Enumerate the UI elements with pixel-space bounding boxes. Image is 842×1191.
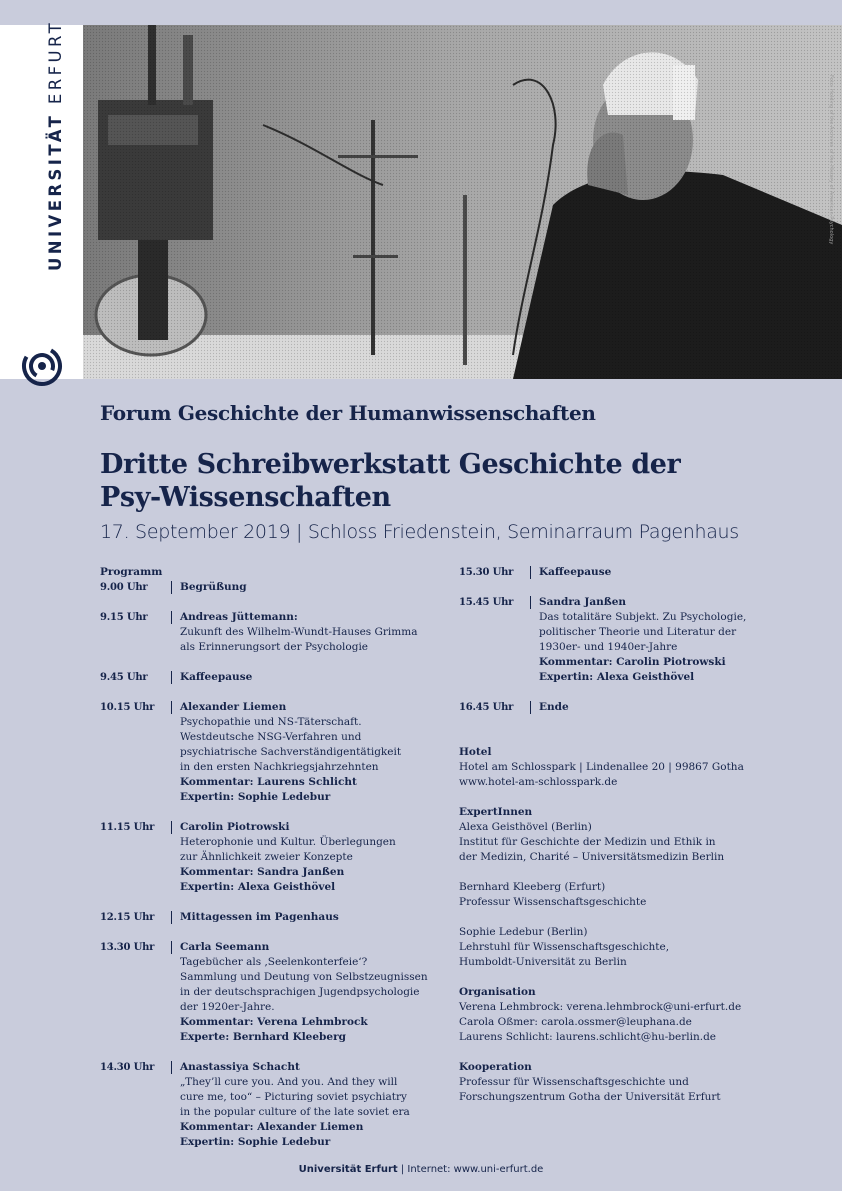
program-title: Ende <box>539 701 569 713</box>
hotel-section <box>459 745 744 790</box>
program-time: 16.45 Uhr <box>459 702 514 713</box>
program-divider <box>171 1061 172 1074</box>
title-line-2: Psy-Wissenschaften <box>100 482 391 513</box>
experts-label: ExpertInnen <box>459 806 533 818</box>
program-description-line: Westdeutsche NSG-Verfahren und <box>180 731 362 743</box>
program-comment-line: Expertin: Alexa Geisthövel <box>539 671 695 683</box>
experts-section <box>459 805 724 970</box>
programm-label: Programm <box>100 566 163 578</box>
program-content <box>180 700 401 805</box>
program-comment-line: Expertin: Sophie Ledebur <box>180 791 331 803</box>
organisation-line[interactable]: Laurens Schlicht: laurens.schlicht@hu-berlin.de <box>459 1031 716 1043</box>
program-description-line: 1930er- und 1940er-Jahre <box>539 641 678 653</box>
program-divider <box>530 596 531 609</box>
organisation-section <box>459 985 741 1045</box>
program-time: 13.30 Uhr <box>100 942 155 953</box>
program-comment-line: Kommentar: Sandra Janßen <box>180 866 345 878</box>
program-description-line: zur Ähnlichkeit zweier Konzepte <box>180 851 353 863</box>
date-location: 17. September 2019 | Schloss Friedenstein, Seminarraum Pagenhaus <box>100 521 739 543</box>
expert-line: Professur Wissenschaftsgeschichte <box>459 896 647 908</box>
university-logo-text <box>46 19 65 271</box>
program-comment-line: Expertin: Sophie Ledebur <box>180 1136 331 1148</box>
footer <box>0 1164 842 1175</box>
kooperation-line: Professur für Wissenschaftsgeschichte und <box>459 1076 689 1088</box>
program-content <box>539 565 611 580</box>
expert-line: Lehrstuhl für Wissenschaftsgeschichte, <box>459 941 670 953</box>
program-content <box>180 910 339 925</box>
photo-credit: Foto: Holding of the Archives of the History of American Psychology <box>828 75 834 245</box>
hotel-link[interactable]: www.hotel-am-schlosspark.de <box>459 776 618 788</box>
program-description-line: psychiatrische Sachverständigentätigkeit <box>180 746 402 758</box>
program-time: 9.45 Uhr <box>100 672 148 683</box>
program-time: 14.30 Uhr <box>100 1062 155 1073</box>
organisation-line[interactable]: Carola Oßmer: carola.ossmer@leuphana.de <box>459 1016 692 1028</box>
program-title: Carla Seemann <box>180 941 270 953</box>
kooperation-label: Kooperation <box>459 1061 532 1073</box>
organisation-line[interactable]: Verena Lehmbrock: verena.lehmbrock@uni-erfurt.de <box>459 1001 742 1013</box>
program-time: 10.15 Uhr <box>100 702 155 713</box>
program-title: Begrüßung <box>180 581 247 593</box>
program-title: Kaffeepause <box>539 566 612 578</box>
program-divider <box>171 581 172 594</box>
program-description-line: politischer Theorie und Literatur der <box>539 626 737 638</box>
historic-photo <box>83 25 842 379</box>
footer-university: Universität Erfurt <box>298 1164 398 1175</box>
photo-illustration <box>83 25 842 379</box>
program-content <box>180 1060 410 1150</box>
logo-name-bold: UNIVERSITÄT <box>46 112 65 271</box>
logo-band <box>0 19 83 379</box>
program-comment-line: Experte: Bernhard Kleeberg <box>180 1031 346 1043</box>
program-divider <box>171 821 172 834</box>
program-description-line: Das totalitäre Subjekt. Zu Psychologie, <box>539 611 747 623</box>
program-divider <box>530 566 531 579</box>
program-comment-line: Kommentar: Alexander Liemen <box>180 1121 364 1133</box>
page-title <box>100 448 780 514</box>
program-time: 9.15 Uhr <box>100 612 148 623</box>
program-divider <box>171 911 172 924</box>
program-time: 11.15 Uhr <box>100 822 155 833</box>
program-description-line: Psychopathie und NS-Täterschaft. <box>180 716 362 728</box>
program-title: Mittagessen im Pagenhaus <box>180 911 339 923</box>
program-comment-line: Kommentar: Carolin Piotrowski <box>539 656 726 668</box>
hotel-label: Hotel <box>459 746 492 758</box>
hotel-line: Hotel am Schlosspark | Lindenallee 20 | 99867 Gotha <box>459 761 744 773</box>
expert-line: Institut für Geschichte der Medizin und Ethik in <box>459 836 716 848</box>
program-content <box>180 820 396 895</box>
kooperation-section <box>459 1060 721 1105</box>
organisation-label: Organisation <box>459 986 536 998</box>
program-content <box>180 580 247 595</box>
program-description-line: Heterophonie und Kultur. Überlegungen <box>180 836 396 848</box>
logo-name-regular: ERFURT <box>46 19 65 105</box>
university-logo-icon <box>21 345 63 387</box>
program-content <box>180 670 252 685</box>
program-description-line: der 1920er-Jahre. <box>180 1001 275 1013</box>
title-line-1: Dritte Schreibwerkstatt Geschichte der <box>100 449 681 480</box>
program-comment-line: Expertin: Alexa Geisthövel <box>180 881 336 893</box>
program-description-line: Zukunft des Wilhelm-Wundt-Hauses Grimma <box>180 626 418 638</box>
program-comment-line: Kommentar: Verena Lehmbrock <box>180 1016 368 1028</box>
program-comment-line: Kommentar: Laurens Schlicht <box>180 776 357 788</box>
kooperation-line: Forschungszentrum Gotha der Universität Erfurt <box>459 1091 721 1103</box>
expert-line: Alexa Geisthövel (Berlin) <box>459 821 592 833</box>
program-description-line: „They’ll cure you. And you. And they will <box>180 1076 398 1088</box>
forum-heading: Forum Geschichte der Humanwissenschaften <box>100 401 596 425</box>
program-time: 12.15 Uhr <box>100 912 155 923</box>
program-content <box>539 700 569 715</box>
program-description-line: Sammlung und Deutung von Selbstzeugnissen <box>180 971 428 983</box>
program-title: Anastassiya Schacht <box>180 1061 300 1073</box>
expert-line: Bernhard Kleeberg (Erfurt) <box>459 881 606 893</box>
program-content <box>180 610 417 655</box>
program-content <box>180 940 428 1045</box>
program-content <box>539 595 746 685</box>
program-description-line: als Erinnerungsort der Psychologie <box>180 641 369 653</box>
program-description-line: Tagebücher als ‚Seelenkonterfeie‘? <box>180 956 368 968</box>
program-title: Sandra Janßen <box>539 596 627 608</box>
program-divider <box>171 611 172 624</box>
program-title: Andreas Jüttemann: <box>180 611 298 623</box>
program-title: Carolin Piotrowski <box>180 821 290 833</box>
program-description-line: cure me, too“ – Picturing soviet psychiatry <box>180 1091 407 1103</box>
expert-line: Humboldt-Universität zu Berlin <box>459 956 627 968</box>
footer-internet[interactable]: | Internet: www.uni-erfurt.de <box>400 1164 544 1175</box>
program-divider <box>171 671 172 684</box>
program-description-line: in the popular culture of the late soviet era <box>180 1106 410 1118</box>
program-title: Alexander Liemen <box>180 701 287 713</box>
program-description-line: in der deutschsprachigen Jugendpsychologie <box>180 986 420 998</box>
program-divider <box>530 701 531 714</box>
program-divider <box>171 941 172 954</box>
program-divider <box>171 701 172 714</box>
program-time: 15.30 Uhr <box>459 567 514 578</box>
program-time: 9.00 Uhr <box>100 582 148 593</box>
program-time: 15.45 Uhr <box>459 597 514 608</box>
program-title: Kaffeepause <box>180 671 253 683</box>
expert-line: der Medizin, Charité – Universitätsmedizin Berlin <box>459 851 725 863</box>
expert-line: Sophie Ledebur (Berlin) <box>459 926 588 938</box>
program-description-line: in den ersten Nachkriegsjahrzehnten <box>180 761 379 773</box>
